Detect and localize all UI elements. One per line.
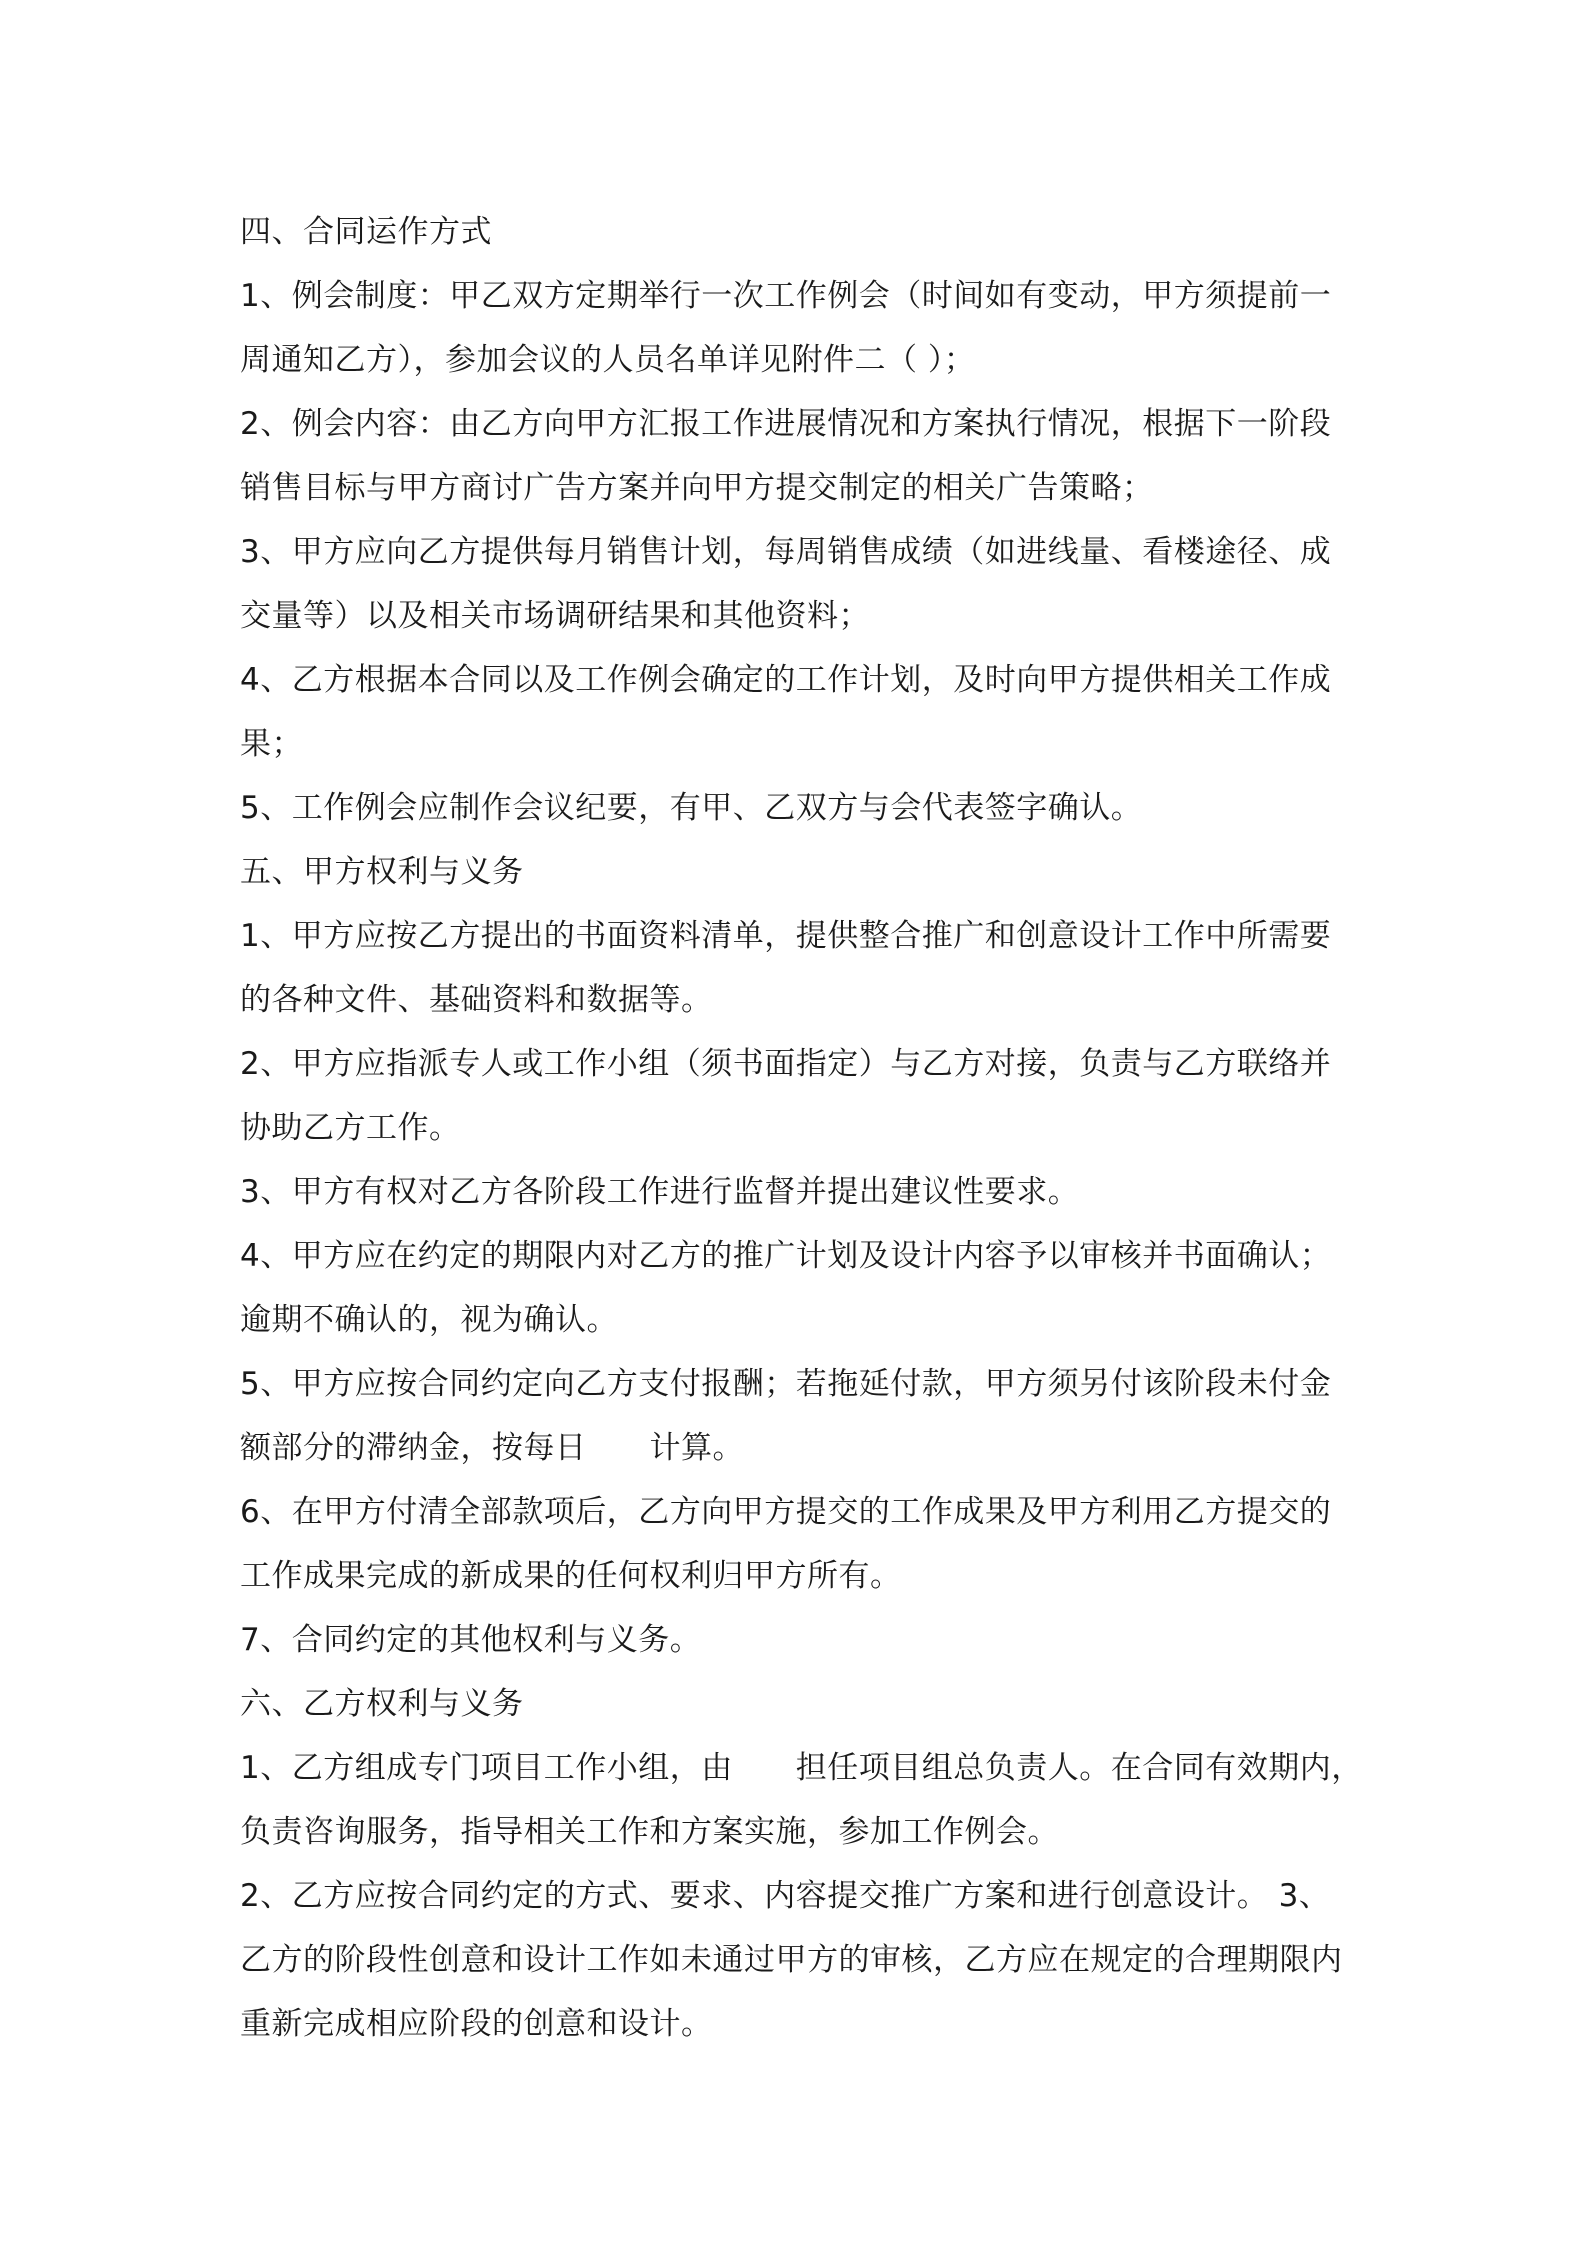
- text-line: 1、例会制度：甲乙双方定期举行一次工作例会（时间如有变动，甲方须提前一: [240, 278, 1332, 314]
- text-line: 5、工作例会应制作会议纪要，有甲、乙双方与会代表签字确认。: [240, 790, 1143, 826]
- text-line: 4、乙方根据本合同以及工作例会确定的工作计划，及时向甲方提供相关工作成: [240, 662, 1332, 698]
- text-line: 6、在甲方付清全部款项后，乙方向甲方提交的工作成果及甲方利用乙方提交的: [240, 1494, 1332, 1530]
- text-line: 3、甲方有权对乙方各阶段工作进行监督并提出建议性要求。: [240, 1174, 1080, 1210]
- text-line: 逾期不确认的，视为确认。: [240, 1302, 618, 1338]
- text-line: 果；: [240, 726, 303, 762]
- text-line: 2、甲方应指派专人或工作小组（须书面指定）与乙方对接，负责与乙方联络并: [240, 1046, 1332, 1082]
- section-heading: 五、甲方权利与义务: [240, 854, 524, 890]
- text-line: 7、合同约定的其他权利与义务。: [240, 1622, 702, 1658]
- section-heading: 四、合同运作方式: [240, 214, 492, 250]
- text-line: 协助乙方工作。: [240, 1110, 461, 1146]
- text-line: 1、乙方组成专门项目工作小组，由 担任项目组总负责人。在合同有效期内，: [240, 1750, 1363, 1786]
- text-line: 工作成果完成的新成果的任何权利归甲方所有。: [240, 1558, 902, 1594]
- document-body: [240, 200, 1363, 2056]
- text-line: 乙方的阶段性创意和设计工作如未通过甲方的审核，乙方应在规定的合理期限内: [240, 1942, 1343, 1978]
- text-line: 交量等）以及相关市场调研结果和其他资料；: [240, 598, 870, 634]
- text-line: 5、甲方应按合同约定向乙方支付报酬；若拖延付款，甲方须另付该阶段未付金: [240, 1366, 1332, 1402]
- text-line: 3、甲方应向乙方提供每月销售计划，每周销售成绩（如进线量、看楼途径、成: [240, 534, 1332, 570]
- text-line: 4、甲方应在约定的期限内对乙方的推广计划及设计内容予以审核并书面确认；: [240, 1238, 1332, 1274]
- section-heading: 六、乙方权利与义务: [240, 1686, 524, 1722]
- text-line: 2、例会内容：由乙方向甲方汇报工作进展情况和方案执行情况，根据下一阶段: [240, 406, 1332, 442]
- text-line: 额部分的滞纳金，按每日 计算。: [240, 1430, 744, 1466]
- text-line: 1、甲方应按乙方提出的书面资料清单，提供整合推广和创意设计工作中所需要: [240, 918, 1332, 954]
- text-line: 2、乙方应按合同约定的方式、要求、内容提交推广方案和进行创意设计。 3、: [240, 1878, 1331, 1914]
- text-line: 销售目标与甲方商讨广告方案并向甲方提交制定的相关广告策略；: [240, 470, 1154, 506]
- text-line: 负责咨询服务，指导相关工作和方案实施，参加工作例会。: [240, 1814, 1059, 1850]
- text-line: 的各种文件、基础资料和数据等。: [240, 982, 713, 1018]
- text-line: 重新完成相应阶段的创意和设计。: [240, 2006, 713, 2042]
- text-line: 周通知乙方），参加会议的人员名单详见附件二（ ）；: [240, 342, 976, 378]
